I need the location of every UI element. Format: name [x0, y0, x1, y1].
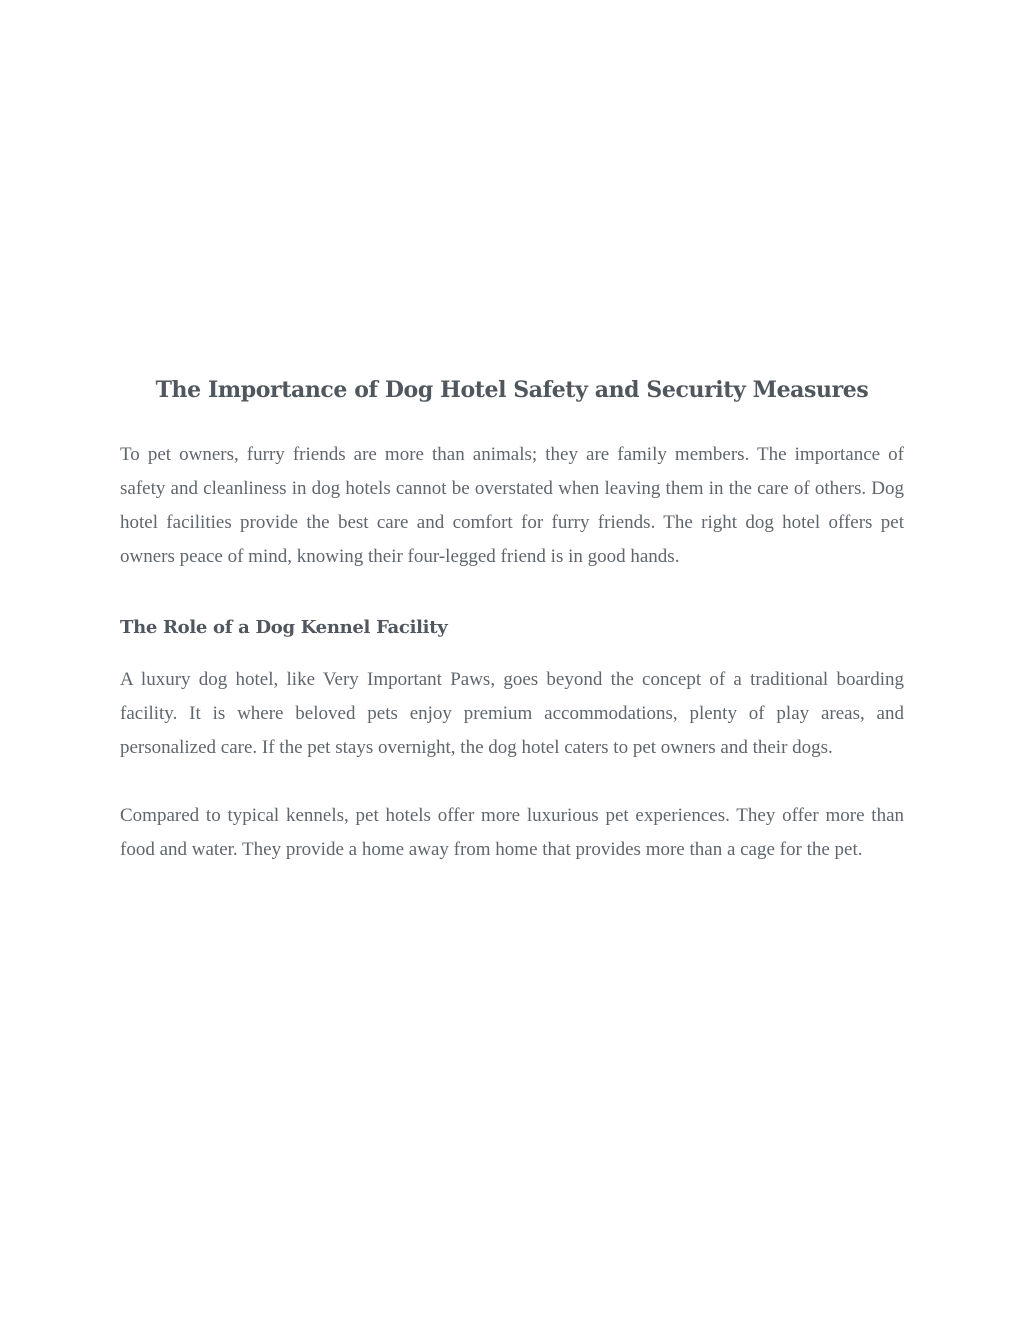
document-content — [120, 368, 904, 867]
section-heading: The Role of a Dog Kennel Facility — [120, 617, 448, 638]
section-paragraph-2: Compared to typical kennels, pet hotels offer more luxurious pet experiences. They offer more than food and water. They provide a home away from home that provides more than a cage for the pet. — [120, 805, 904, 860]
intro-paragraph: To pet owners, furry friends are more than animals; they are family members. The importance of safety and cleanliness in dog hotels cannot be overstated when leaving them in the care of others. Dog hotel facilities provide the best care and comfort for furry friends. The right dog hotel offers pet owners peace of mind, knowing their four-legged friend is in good hands. — [120, 444, 904, 567]
section-paragraph-1: A luxury dog hotel, like Very Important Paws, goes beyond the concept of a traditional boarding facility. It is where beloved pets enjoy premium accommodations, plenty of play areas, and personalized care. If the pet stays overnight, the dog hotel caters to pet owners and their dogs. — [120, 669, 904, 758]
document-title: The Importance of Dog Hotel Safety and Security Measures — [155, 377, 869, 403]
